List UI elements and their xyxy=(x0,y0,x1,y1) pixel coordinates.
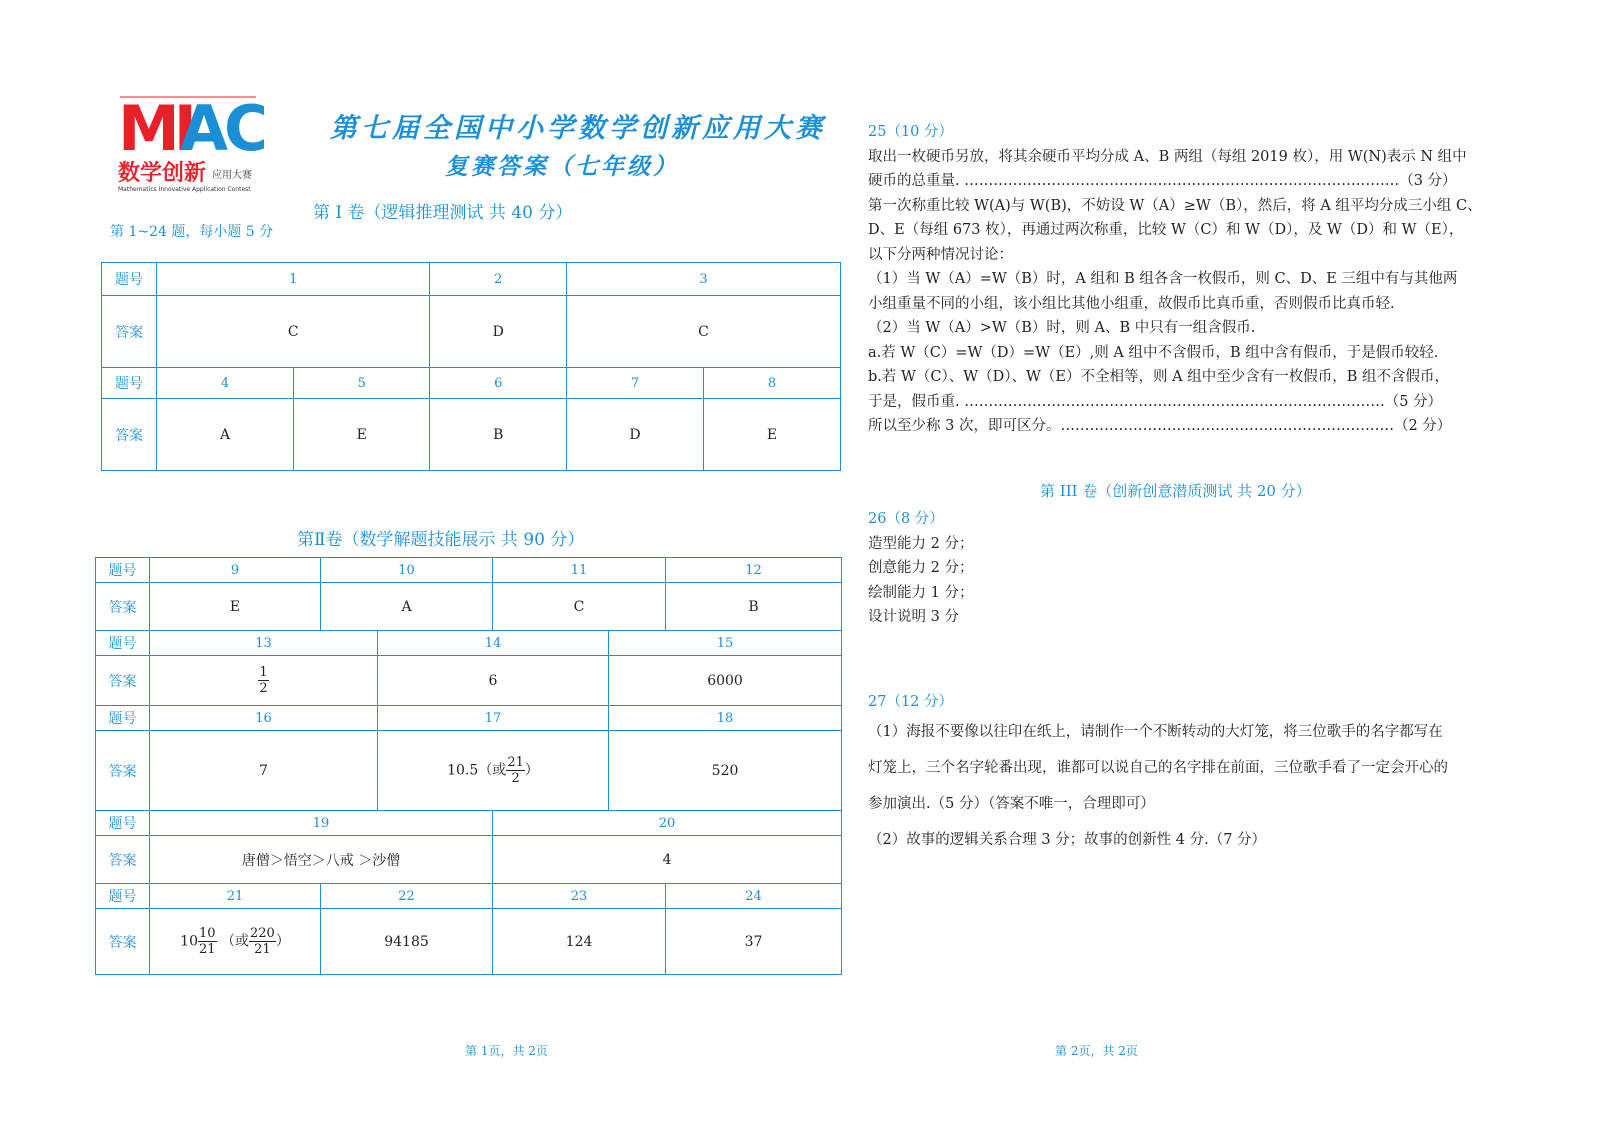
miac-logo-graphic xyxy=(118,92,264,192)
text-line: 所以至少称 3 次，即可区分。……………………………………………………………（2 分） xyxy=(868,418,1452,434)
table-row: 题号 1 2 3 xyxy=(102,263,841,296)
text-line: （1）当 W（A）=W（B）时，A 组和 B 组各含一枚假币，则 C、D、E 三组中有与其他两 xyxy=(868,271,1458,287)
text-line: 灯笼上，三个名字轮番出现，谁都可以说自己的名字排在前面，三位歌手看了一定会开心的 xyxy=(868,760,1448,776)
q27-heading: 27（12 分） xyxy=(868,694,954,710)
table-row: 答案 A E B D E xyxy=(102,399,841,471)
svg-text:AC: AC xyxy=(180,92,264,165)
part2-title: 第Ⅱ卷（数学解题技能展示 共 90 分） xyxy=(297,530,585,550)
answer-21: 10 $\frac{10}{21}$ （或 $\frac{220}{21}$ ） xyxy=(150,909,321,975)
text-line: 取出一枚硬币另放，将其余硬币平均分成 A、B 两组（每组 2019 枚），用 W(N)表示 N 组中 xyxy=(868,148,1467,165)
question-26 xyxy=(868,507,1508,630)
q26-heading: 26（8 分） xyxy=(868,511,944,527)
svg-text:MI: MI xyxy=(118,92,191,165)
answer-17: 10.5（或 $\frac{21}{2}$ ） xyxy=(378,731,609,811)
part3-title: 第 III 卷（创新创意潜质测试 共 20 分） xyxy=(1040,482,1311,500)
table-row: 答案 10 $\frac{10}{21}$ （或 $\frac{220}{21}$ ） 94185 124 37 xyxy=(96,909,842,975)
table-row: 答案 $\frac{1}{2}$ 6 6000 xyxy=(96,656,842,706)
text-line: （2）当 W（A）>W（B）时，则 A、B 中只有一组含假币. xyxy=(868,320,1256,336)
part1-table xyxy=(101,262,841,471)
table-row: 题号 19 20 xyxy=(96,811,842,836)
page-footer-right: 第 2页，共 2页 xyxy=(1055,1044,1138,1058)
page-subtitle: 复赛答案（七年级） xyxy=(445,154,679,180)
text-line: （2）故事的逻辑关系合理 3 分；故事的创新性 4 分.（7 分） xyxy=(868,832,1267,848)
text-line: 小组重量不同的小组，该小组比其他小组重，故假币比真币重，否则假币比真币轻. xyxy=(868,295,1395,312)
fraction: $\frac{21}{2}$ xyxy=(507,755,524,786)
table-row: 答案 唐僧＞悟空＞八戒 ＞沙僧 4 xyxy=(96,836,842,884)
part1-note: 第 1~24 题，每小题 5 分 xyxy=(110,224,274,240)
text-line: 以下分两种情况讨论： xyxy=(868,246,1013,263)
text-line: 造型能力 2 分； xyxy=(868,535,974,552)
svg-text:应用大赛: 应用大赛 xyxy=(212,170,252,181)
text-line: 硬币的总重量. ………………………………………………………………………………（3 分） xyxy=(868,173,1457,189)
question-27 xyxy=(868,690,1508,858)
part2-table xyxy=(95,557,842,975)
text-line: 设计说明 3 分 xyxy=(868,609,959,625)
fraction: $\frac{1}{2}$ xyxy=(259,665,268,696)
q25-heading: 25（10 分） xyxy=(868,124,954,140)
text-line: 参加演出.（5 分）（答案不唯一，合理即可） xyxy=(868,796,1155,812)
fraction: $\frac{10}{21}$ xyxy=(199,926,216,957)
text-line: 创意能力 2 分； xyxy=(868,560,974,576)
logo-english: Mathematics Innovative Application Contest xyxy=(118,186,251,193)
question-25 xyxy=(868,120,1508,439)
svg-text:数学创新: 数学创新 xyxy=(118,161,207,186)
text-line: （1）海报不要像以往印在纸上，请制作一个不断转动的大灯笼，将三位歌手的名字都写在 xyxy=(868,724,1443,740)
table-row: 题号 16 17 18 xyxy=(96,706,842,731)
table-row: 答案 E A C B xyxy=(96,583,842,631)
text-line: b.若 W（C）、W（D）、W（E）不全相等，则 A 组中至少含有一枚假币，B 组不含假币， xyxy=(868,369,1449,385)
text-line: 第一次称重比较 W(A)与 W(B)，不妨设 W（A）≥W（B），然后，将 A 组平均分成三小组 C、 xyxy=(868,197,1482,214)
table-row: 题号 21 22 23 24 xyxy=(96,884,842,909)
miac-logo xyxy=(118,92,264,192)
text-line: 于是，假币重. ……………………………………………………………………………（5 分） xyxy=(868,393,1443,410)
part1-title: 第 I 卷（逻辑推理测试 共 40 分） xyxy=(313,203,573,223)
q25-body xyxy=(868,145,1508,439)
text-line: a.若 W（C）=W（D）=W（E）,则 A 组中不含假币，B 组中含有假币，于是假币较轻. xyxy=(868,344,1439,361)
answer-13 xyxy=(150,656,378,706)
table-row: 题号 4 5 6 7 8 xyxy=(102,368,841,399)
text-line: 绘制能力 1 分； xyxy=(868,584,974,601)
fraction: $\frac{220}{21}$ xyxy=(250,926,275,957)
page-footer-left: 第 1页，共 2页 xyxy=(465,1044,548,1058)
page-title: 第七届全国中小学数学创新应用大赛 xyxy=(330,113,826,144)
text-line: D、E（每组 673 枚），再通过两次称重，比较 W（C）和 W（D），及 W（D）和 W（E）， xyxy=(868,222,1464,238)
table-row: 题号 9 10 11 12 xyxy=(96,558,842,583)
table-row: 题号 13 14 15 xyxy=(96,631,842,656)
table-row: 答案 7 10.5（或 $\frac{21}{2}$ ） 520 xyxy=(96,731,842,811)
table-row: 答案 C D C xyxy=(102,296,841,368)
